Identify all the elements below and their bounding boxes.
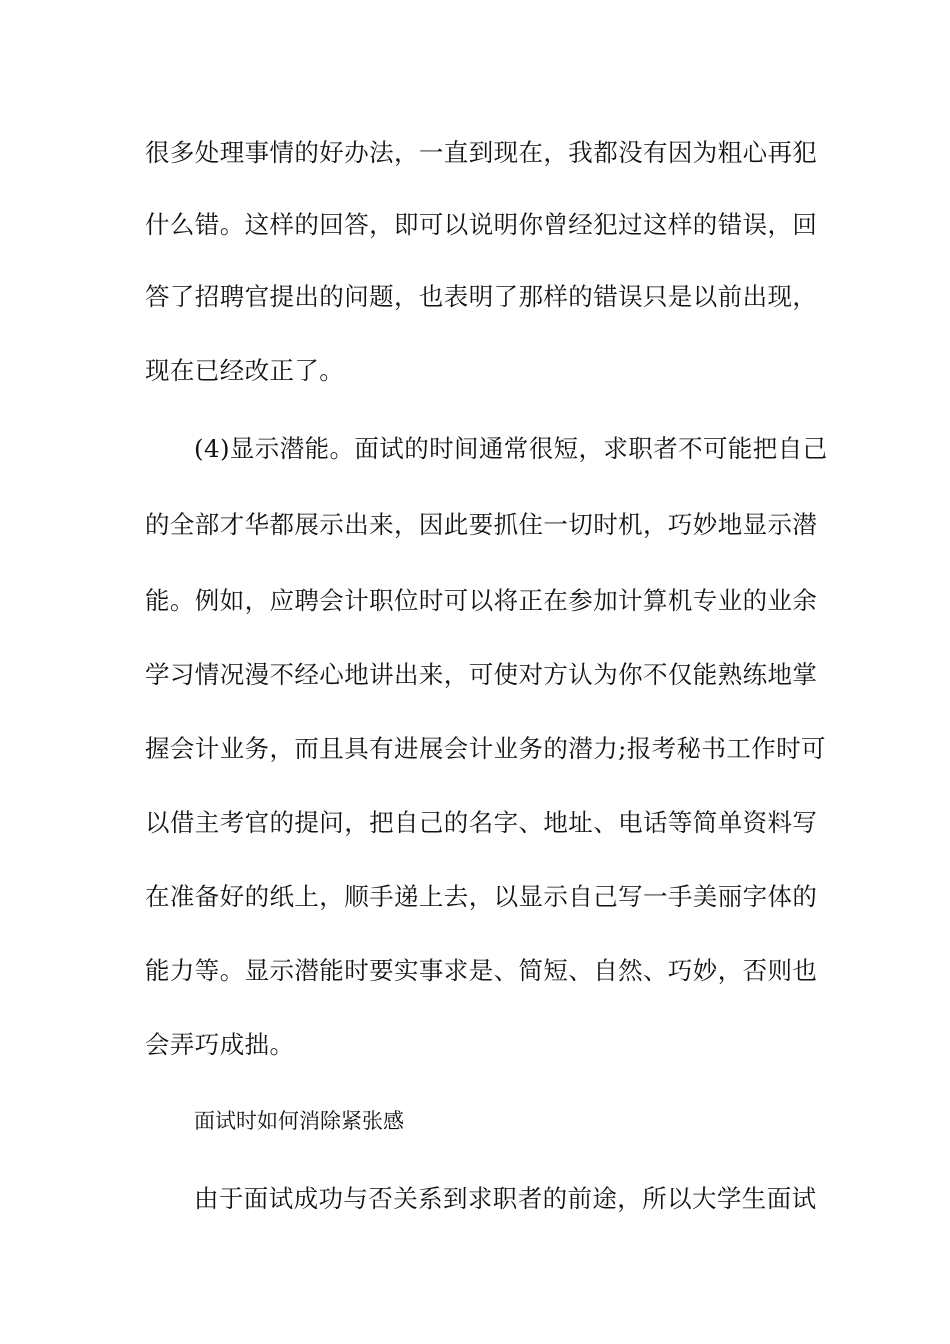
paragraph-line: 由于面试成功与否关系到求职者的前途，所以大学生面试 xyxy=(194,1184,817,1213)
paragraph-line: 学习情况漫不经心地讲出来，可使对方认为你不仅能熟练地掌 xyxy=(145,660,818,689)
paragraph-line: (4)显示潜能。面试的时间通常很短，求职者不可能把自己 xyxy=(194,434,828,463)
paragraph-line: 能力等。显示潜能时要实事求是、简短、自然、巧妙，否则也 xyxy=(145,956,818,985)
paragraph-line: 能。例如，应聘会计职位时可以将正在参加计算机专业的业余 xyxy=(145,586,818,615)
paragraph-line: 以借主考官的提问，把自己的名字、地址、电话等简单资料写 xyxy=(145,808,818,837)
paragraph-line: 现在已经改正了。 xyxy=(145,356,345,385)
section-heading: 面试时如何消除紧张感 xyxy=(194,1109,404,1133)
paragraph-line: 握会计业务，而且具有进展会计业务的潜力;报考秘书工作时可 xyxy=(145,734,826,763)
paragraph-line: 的全部才华都展示出来，因此要抓住一切时机，巧妙地显示潜 xyxy=(145,510,818,539)
paragraph-line: 会弄巧成拙。 xyxy=(145,1030,295,1059)
paragraph-line: 很多处理事情的好办法，一直到现在，我都没有因为粗心再犯 xyxy=(145,138,818,167)
paragraph-line: 答了招聘官提出的问题，也表明了那样的错误只是以前出现， xyxy=(145,282,818,311)
paragraph-line: 什么错。这样的回答，即可以说明你曾经犯过这样的错误，回 xyxy=(145,210,818,239)
paragraph-line: 在准备好的纸上，顺手递上去，以显示自己写一手美丽字体的 xyxy=(145,882,818,911)
